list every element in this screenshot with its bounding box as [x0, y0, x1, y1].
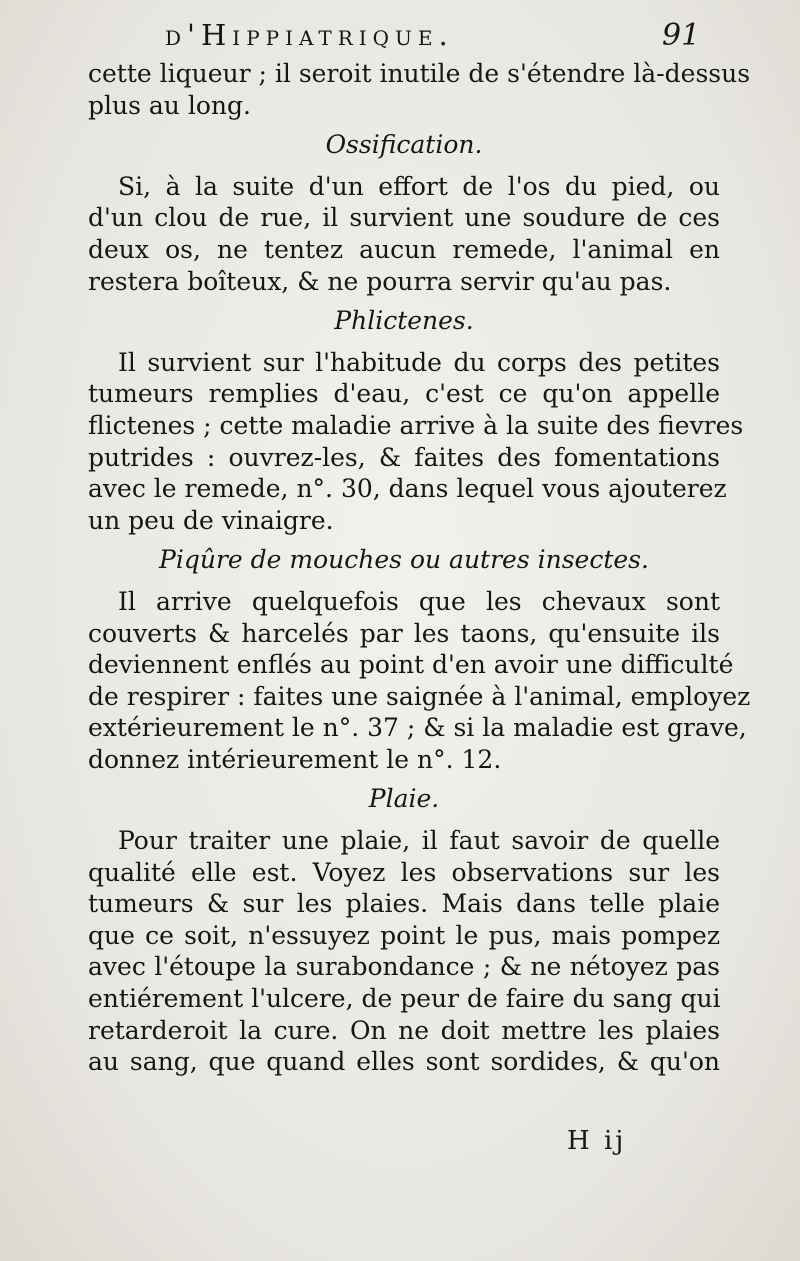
text-line: entiérement l'ulcere, de peur de faire du sang qui [88, 984, 721, 1014]
text-line: putrides : ouvrez-les, & faites des fomentations [88, 442, 720, 472]
section-heading: Plaie. [368, 784, 440, 814]
text-line: deux os, ne tentez aucun remede, l'animal en [88, 234, 720, 264]
text-line: donnez intérieurement le n°. 12. [88, 744, 502, 774]
text-line: tumeurs remplies d'eau, c'est ce qu'on appelle [88, 379, 720, 409]
text-line: couverts & harcelés par les taons, qu'ensuite ils [88, 618, 720, 648]
text-line: d'un clou de rue, il survient une soudure de ces [88, 203, 720, 233]
text-line: restera boîteux, & ne pourra servir qu'au pas. [88, 266, 672, 296]
text-line: cette liqueur ; il seroit inutile de s'étendre là-dessus [88, 59, 751, 88]
section-heading: Phlictenes. [334, 306, 474, 336]
text-line: avec le remede, n°. 30, dans lequel vous ajouterez [88, 474, 727, 504]
text-line: Si, à la suite d'un effort de l'os du pied, ou [118, 171, 720, 201]
text-line: Il arrive quelquefois que les chevaux sont [118, 586, 720, 616]
signature-mark: H ij [567, 1126, 627, 1156]
text-line: deviennent enflés au point d'en avoir une difficulté [88, 650, 734, 680]
text-line: plus au long. [88, 90, 251, 120]
text-line: qualité elle est. Voyez les observations sur les [88, 857, 720, 887]
text-line: flictenes ; cette maladie arrive à la suite des fievres [88, 410, 744, 440]
text-line: au sang, que quand elles sont sordides, & qu'on [88, 1047, 720, 1077]
page-header [0, 18, 800, 58]
text-line: tumeurs & sur les plaies. Mais dans telle plaie [88, 889, 720, 919]
text-line: un peu de vinaigre. [88, 505, 334, 535]
text-line: Pour traiter une plaie, il faut savoir de quelle [118, 826, 720, 856]
text-line: que ce soit, n'essuyez point le pus, mais pompez [88, 920, 720, 950]
text-line: retarderoit la cure. On ne doit mettre les plaies [88, 1015, 720, 1045]
page-number: 91 [662, 18, 701, 53]
text-line: extérieurement le n°. 37 ; & si la maladie est grave, [88, 713, 747, 743]
text-line: Il survient sur l'habitude du corps des petites [118, 347, 720, 377]
text-line: avec l'étoupe la surabondance ; & ne nétoyez pas [88, 952, 720, 982]
running-head: d'Hippiatrique. [165, 18, 454, 52]
body-text [88, 58, 751, 1078]
section-heading: Ossification. [325, 130, 483, 160]
text-line: de respirer : faites une saignée à l'animal, employez [88, 681, 751, 711]
section-heading: Piqûre de mouches ou autres insectes. [159, 545, 649, 575]
